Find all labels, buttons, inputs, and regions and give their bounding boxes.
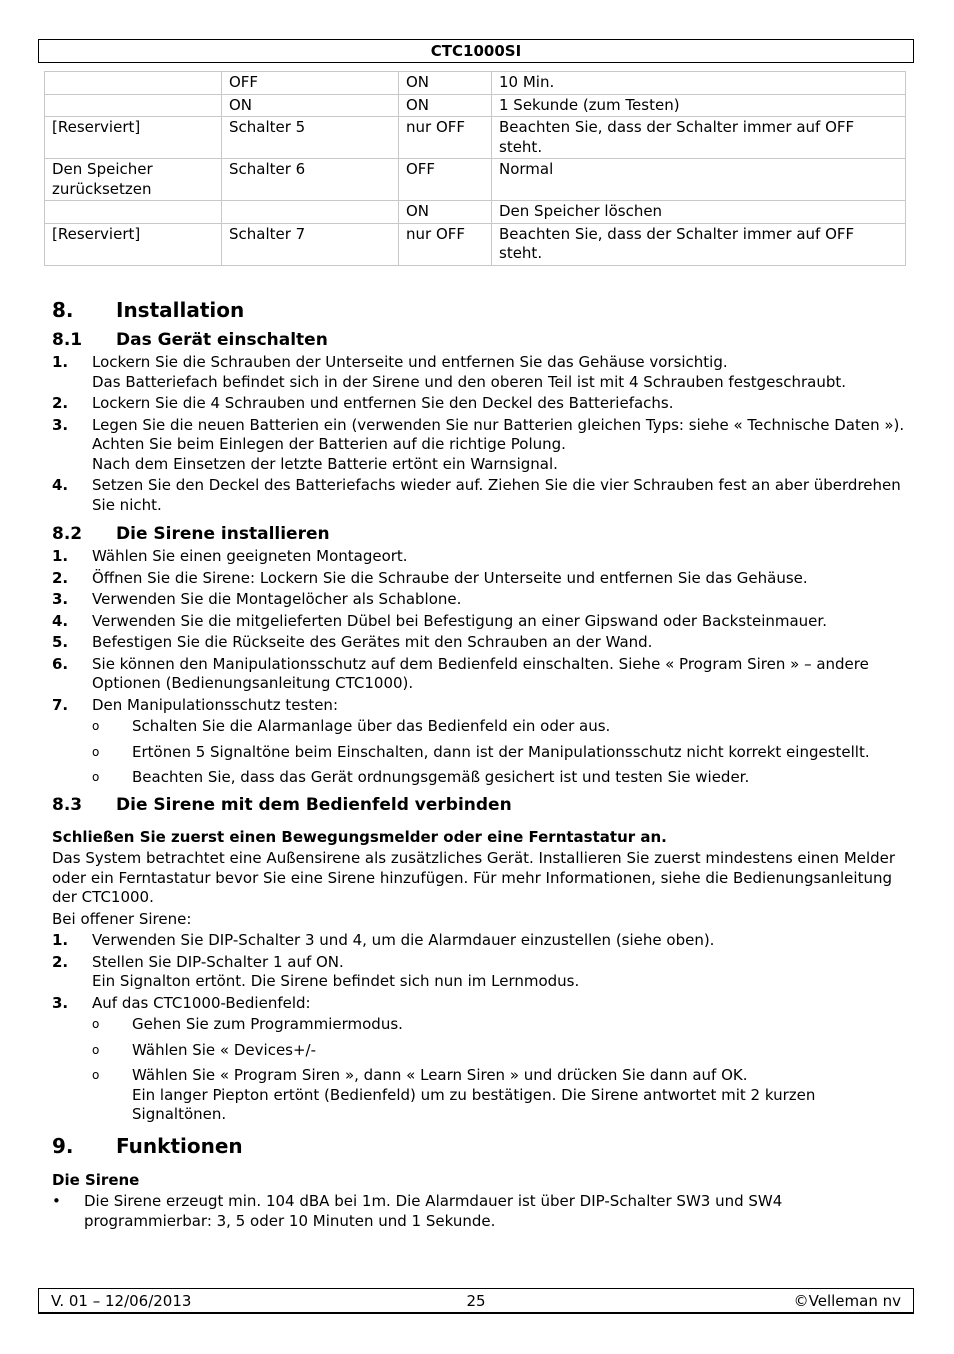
list-text: Den Manipulationsschutz testen: bbox=[92, 695, 338, 714]
list-number: 6. bbox=[52, 654, 69, 673]
subsection-number: 8.3 bbox=[52, 794, 83, 815]
sub-list-text: Schalten Sie die Alarmanlage über das Bedienfeld ein oder aus. bbox=[132, 717, 611, 735]
list-number: 3. bbox=[52, 993, 69, 1012]
list-item bbox=[52, 394, 908, 414]
sub-bullet-icon: o bbox=[92, 1068, 100, 1082]
list-number: 3. bbox=[52, 590, 69, 608]
list-number: 1. bbox=[52, 931, 69, 949]
sub-list-item bbox=[92, 1015, 908, 1035]
subsection-title: Das Gerät einschalten bbox=[116, 330, 328, 350]
sub-bullet-icon: o bbox=[92, 1017, 100, 1031]
list-line: Lockern Sie die Schrauben der Unterseite und entfernen Sie das Gehäuse vorsichtig. bbox=[92, 353, 728, 371]
table-cell: ON bbox=[399, 201, 492, 224]
table-cell: Schalter 5 bbox=[222, 117, 399, 159]
table-cell: 1 Sekunde (zum Testen) bbox=[492, 94, 906, 117]
list-text: Verwenden Sie die Montagelöcher als Schablone. bbox=[92, 590, 462, 608]
list-item bbox=[52, 590, 908, 610]
table-cell: Den Speicher löschen bbox=[492, 201, 906, 224]
paragraph: Das System betrachtet eine Außensirene als zusätzliches Gerät. Installieren Sie zuerst mindestens einen Melder oder ein Ferntastatur bevor Sie eine Sirene hinzufügen. Für mehr Informationen, siehe die Bedienungsanleitung der CTC1000. bbox=[52, 849, 896, 906]
list-item bbox=[52, 416, 908, 475]
subsection-heading bbox=[52, 794, 908, 816]
list-text: Verwenden Sie DIP-Schalter 3 und 4, um die Alarmdauer einzustellen (siehe oben). bbox=[92, 931, 715, 949]
list-number: 2. bbox=[52, 568, 69, 587]
numbered-list bbox=[52, 931, 908, 1013]
sub-list bbox=[52, 717, 908, 788]
sub-list-text bbox=[132, 1066, 908, 1125]
table-cell: ON bbox=[399, 72, 492, 95]
table-cell: Beachten Sie, dass der Schalter immer auf OFF steht. bbox=[492, 223, 906, 265]
table-row bbox=[45, 117, 906, 159]
subsection-number: 8.2 bbox=[52, 524, 83, 544]
table-cell: [Reserviert] bbox=[45, 117, 222, 159]
page-content bbox=[52, 297, 908, 1231]
sub-list-text: Wählen Sie « Devices+/- bbox=[132, 1040, 317, 1059]
table-cell: OFF bbox=[399, 159, 492, 201]
table-cell: Normal bbox=[492, 159, 906, 201]
list-item bbox=[52, 655, 908, 694]
list-number: 2. bbox=[52, 952, 69, 971]
section-heading bbox=[52, 1133, 908, 1159]
numbered-list bbox=[52, 547, 908, 715]
paragraph: Bei offener Sirene: bbox=[52, 909, 192, 928]
page-header bbox=[38, 39, 914, 63]
list-item bbox=[52, 476, 908, 515]
table-cell: Beachten Sie, dass der Schalter immer auf OFF steht. bbox=[492, 117, 906, 159]
doc-title: CTC1000SI bbox=[430, 42, 522, 60]
list-text bbox=[92, 353, 908, 392]
list-number: 1. bbox=[52, 353, 69, 371]
list-text: Befestigen Sie die Rückseite des Gerätes mit den Schrauben an der Wand. bbox=[92, 633, 653, 651]
subsection-heading bbox=[52, 329, 908, 351]
list-text: Setzen Sie den Deckel des Batteriefachs wieder auf. Ziehen Sie die vier Schrauben fest an aber überdrehen Sie nicht. bbox=[92, 476, 901, 514]
bullet-icon: • bbox=[52, 1192, 61, 1210]
sub-list-item bbox=[92, 1041, 908, 1061]
table-cell: [Reserviert] bbox=[45, 223, 222, 265]
sub-list-item bbox=[92, 743, 908, 763]
list-line: Wählen Sie « Program Siren », dann « Learn Siren » und drücken Sie dann auf OK. bbox=[132, 1066, 748, 1084]
list-item bbox=[52, 547, 908, 567]
table-cell bbox=[45, 94, 222, 117]
sub-list bbox=[52, 1015, 908, 1125]
list-text bbox=[92, 416, 908, 475]
list-text: Lockern Sie die 4 Schrauben und entfernen Sie den Deckel des Batteriefachs. bbox=[92, 394, 674, 412]
table-row bbox=[45, 223, 906, 265]
table-cell bbox=[222, 201, 399, 224]
list-line: Stellen Sie DIP-Schalter 1 auf ON. bbox=[92, 952, 344, 971]
sub-list-item bbox=[92, 768, 908, 788]
table-cell: nur OFF bbox=[399, 117, 492, 159]
table-cell: Schalter 7 bbox=[222, 223, 399, 265]
list-text: Wählen Sie einen geeigneten Montageort. bbox=[92, 547, 408, 565]
subheading: Die Sirene bbox=[52, 1170, 140, 1189]
table-cell: 10 Min. bbox=[492, 72, 906, 95]
sub-list-text: Ertönen 5 Signaltöne beim Einschalten, dann ist der Manipulationsschutz nicht korrekt eingestellt. bbox=[132, 742, 870, 761]
list-text: Sie können den Manipulationsschutz auf dem Bedienfeld einschalten. Siehe « Program Siren » – andere Optionen (Bedienungsanleitung CTC1000). bbox=[92, 654, 869, 692]
section-heading bbox=[52, 297, 908, 323]
sub-bullet-icon: o bbox=[92, 744, 100, 759]
subsection-title: Die Sirene installieren bbox=[116, 524, 330, 544]
sub-bullet-icon: o bbox=[92, 1042, 100, 1057]
sub-bullet-icon: o bbox=[92, 770, 100, 784]
list-item bbox=[52, 994, 908, 1014]
bullet-text: Die Sirene erzeugt min. 104 dBA bei 1m. Die Alarmdauer ist über DIP-Schalter SW3 und SW4 programmierbar: 3, 5 oder 10 Minuten und 1 Sekunde. bbox=[84, 1192, 783, 1230]
list-number: 4. bbox=[52, 611, 69, 630]
sub-list-item bbox=[92, 717, 908, 737]
table-row bbox=[45, 72, 906, 95]
table-cell: nur OFF bbox=[399, 223, 492, 265]
page-footer bbox=[38, 1288, 914, 1314]
subsection-title: Die Sirene mit dem Bedienfeld verbinden bbox=[116, 794, 512, 815]
table-cell: ON bbox=[399, 94, 492, 117]
sub-list-text: Beachten Sie, dass das Gerät ordnungsgemäß gesichert ist und testen Sie wieder. bbox=[132, 768, 750, 786]
list-item bbox=[52, 353, 908, 392]
sub-bullet-icon: o bbox=[92, 719, 100, 733]
sub-list-text: Gehen Sie zum Programmiermodus. bbox=[132, 1015, 403, 1033]
copyright-label: ©Velleman nv bbox=[793, 1292, 901, 1310]
list-item bbox=[52, 953, 908, 992]
list-item bbox=[52, 569, 908, 589]
section-number: 8. bbox=[52, 298, 74, 322]
list-item bbox=[52, 612, 908, 632]
list-number: 3. bbox=[52, 415, 69, 434]
bold-note: Schließen Sie zuerst einen Bewegungsmelder oder eine Ferntastatur an. bbox=[52, 827, 667, 846]
subsection-number: 8.1 bbox=[52, 330, 83, 350]
section-title: Funktionen bbox=[116, 1133, 243, 1158]
dip-switch-table bbox=[44, 71, 906, 266]
list-item bbox=[52, 931, 908, 951]
subsection-heading bbox=[52, 523, 908, 545]
table-cell: Schalter 6 bbox=[222, 159, 399, 201]
list-text: Auf das CTC1000-Bedienfeld: bbox=[92, 993, 311, 1012]
table-cell: Den Speicher zurücksetzen bbox=[45, 159, 222, 201]
list-line: Ein langer Piepton ertönt (Bedienfeld) um zu bestätigen. Die Sirene antwortet mit 2 kurzen Signaltönen. bbox=[132, 1085, 816, 1123]
table-cell: ON bbox=[222, 94, 399, 117]
section-number: 9. bbox=[52, 1133, 74, 1158]
table-row bbox=[45, 94, 906, 117]
section-title: Installation bbox=[116, 298, 245, 322]
list-number: 5. bbox=[52, 633, 69, 651]
list-line: Legen Sie die neuen Batterien ein (verwenden Sie nur Batterien gleichen Typs: siehe « Technische Daten »). Achten Sie beim Einlegen der Batterien auf die richtige Polung. bbox=[92, 415, 905, 453]
numbered-list bbox=[52, 353, 908, 515]
version-label: V. 01 – 12/06/2013 bbox=[51, 1292, 192, 1310]
list-line: Das Batteriefach befindet sich in der Sirene und den oberen Teil ist mit 4 Schrauben festgeschraubt. bbox=[92, 372, 846, 391]
list-number: 4. bbox=[52, 476, 69, 494]
list-line: Ein Signalton ertönt. Die Sirene befindet sich nun im Lernmodus. bbox=[92, 972, 580, 990]
list-line: Nach dem Einsetzen der letzte Batterie ertönt ein Warnsignal. bbox=[92, 454, 558, 473]
table-cell bbox=[45, 201, 222, 224]
table-cell: OFF bbox=[222, 72, 399, 95]
list-item bbox=[52, 696, 908, 716]
list-text bbox=[92, 953, 908, 992]
list-number: 2. bbox=[52, 394, 69, 412]
table-row bbox=[45, 201, 906, 224]
list-text: Öffnen Sie die Sirene: Lockern Sie die Schraube der Unterseite und entfernen Sie das Gehäuse. bbox=[92, 568, 808, 587]
page-number: 25 bbox=[466, 1292, 486, 1310]
bullet-item bbox=[52, 1192, 908, 1231]
list-number: 7. bbox=[52, 695, 69, 714]
sub-list-item bbox=[92, 1066, 908, 1125]
list-item bbox=[52, 633, 908, 653]
list-number: 1. bbox=[52, 547, 69, 565]
list-text: Verwenden Sie die mitgelieferten Dübel bei Befestigung an einer Gipswand oder Backsteinmauer. bbox=[92, 611, 827, 630]
table-row bbox=[45, 159, 906, 201]
table-cell bbox=[45, 72, 222, 95]
